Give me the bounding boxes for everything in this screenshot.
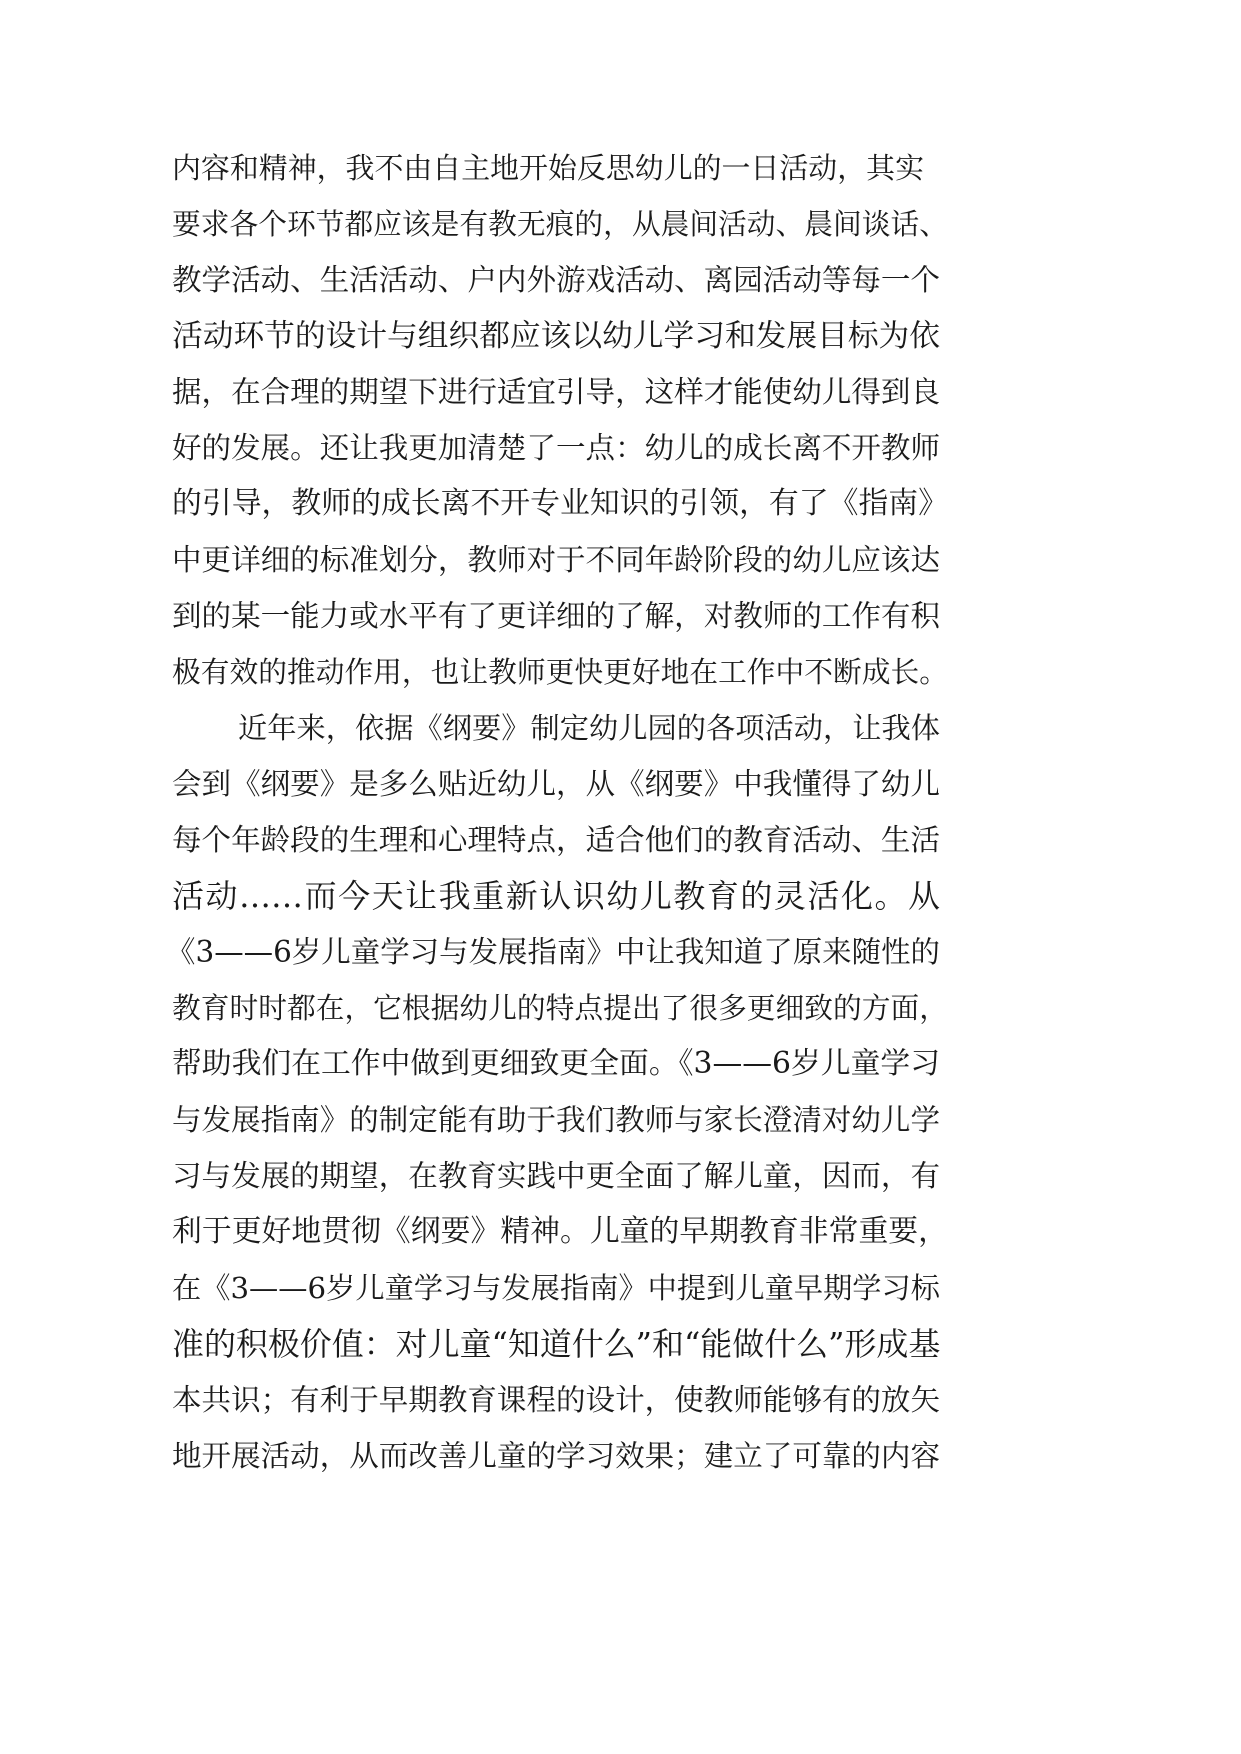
line-text: 准的积极价值：对儿童“知道什么”和“能做什么”形成基: [172, 1325, 940, 1363]
text-line: [0, 1148, 1241, 1204]
line-text: 中更详细的标准划分，教师对于不同年龄阶段的幼儿应该达: [172, 543, 940, 577]
text-line: [0, 1036, 1241, 1092]
text-line: [0, 1316, 1241, 1372]
text-line: [0, 980, 1241, 1036]
text-line: [0, 700, 1241, 756]
line-text: 帮助我们在工作中做到更细致更全面。《3——6岁儿童学习: [172, 1046, 940, 1081]
text-line: [0, 588, 1241, 644]
line-text: 利于更好地贯彻《纲要》精神。儿童的早期教育非常重要，: [172, 1214, 948, 1249]
line-text: 要求各个环节都应该是有教无痕的，从晨间活动、晨间谈话、: [172, 207, 948, 241]
text-line: [0, 756, 1241, 812]
text-line: [0, 140, 1241, 196]
text-line: [0, 1204, 1241, 1260]
line-text: 活动环节的设计与组织都应该以幼儿学习和发展目标为依: [172, 318, 940, 354]
text-line: [0, 1372, 1241, 1428]
line-text: 活动……而今天让我重新认识幼儿教育的灵活化。从: [172, 877, 940, 915]
line-text: 每个年龄段的生理和心理特点，适合他们的教育活动、生活: [172, 823, 940, 857]
text-line: [0, 476, 1241, 532]
line-text: 的引导，教师的成长离不开专业知识的引领，有了《指南》: [172, 486, 948, 521]
text-line: [0, 924, 1241, 980]
line-text: 近年来，依据《纲要》制定幼儿园的各项活动，让我体: [238, 711, 940, 745]
text-line: [0, 308, 1241, 364]
line-text: 会到《纲要》是多么贴近幼儿，从《纲要》中我懂得了幼儿: [172, 767, 940, 801]
line-text: 在《3——6岁儿童学习与发展指南》中提到儿童早期学习标: [172, 1271, 940, 1305]
text-line: [0, 196, 1241, 252]
line-text: 教育时时都在，它根据幼儿的特点提出了很多更细致的方面，: [172, 991, 948, 1025]
line-text: 到的某一能力或水平有了更详细的了解，对教师的工作有积: [172, 599, 940, 633]
line-text: 与发展指南》的制定能有助于我们教师与家长澄清对幼儿学: [172, 1103, 940, 1137]
text-line: [0, 420, 1241, 476]
text-line: [0, 644, 1241, 700]
line-text: 极有效的推动作用，也让教师更快更好地在工作中不断成长。: [172, 655, 948, 689]
text-line: [0, 1428, 1241, 1484]
text-line: [0, 812, 1241, 868]
text-line: [0, 1260, 1241, 1316]
line-text: 据，在合理的期望下进行适宜引导，这样才能使幼儿得到良: [172, 375, 940, 409]
text-line: [0, 532, 1241, 588]
text-line: [0, 252, 1241, 308]
line-text: 习与发展的期望，在教育实践中更全面了解儿童，因而，有: [172, 1159, 940, 1193]
line-text: 教学活动、生活活动、户内外游戏活动、离园活动等每一个: [172, 263, 940, 297]
line-text: 地开展活动，从而改善儿童的学习效果；建立了可靠的内容: [172, 1439, 940, 1473]
line-text: 好的发展。还让我更加清楚了一点：幼儿的成长离不开教师: [172, 431, 940, 465]
text-line: [0, 364, 1241, 420]
text-line: [0, 868, 1241, 924]
line-text: 本共识；有利于早期教育课程的设计，使教师能够有的放矢: [172, 1383, 940, 1417]
line-text: 《3——6岁儿童学习与发展指南》中让我知道了原来随性的: [166, 935, 940, 969]
text-line: [0, 1092, 1241, 1148]
line-text: 内容和精神，我不由自主地开始反思幼儿的一日活动，其实: [172, 151, 924, 185]
